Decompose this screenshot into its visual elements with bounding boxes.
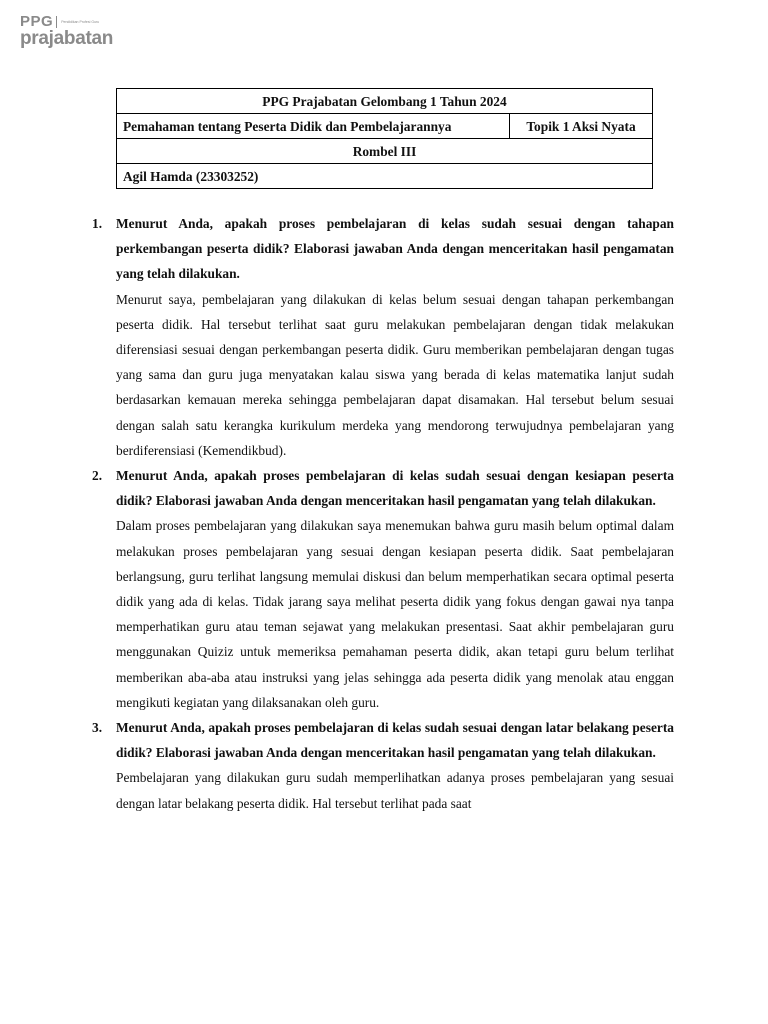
answer-text: Pembelajaran yang dilakukan guru sudah memperlihatkan adanya proses pembelajaran yang sesuai dengan latar belakang peserta didik. Hal tersebut terlihat pada saat bbox=[116, 770, 674, 811]
header-row-student bbox=[117, 164, 653, 189]
logo-tagline: Pendidikan Profesi Guru bbox=[61, 20, 100, 24]
header-row-title bbox=[117, 89, 653, 114]
logo-ppg-text: PPG bbox=[20, 13, 54, 30]
answer-text: Dalam proses pembelajaran yang dilakukan saya menemukan bahwa guru masih belum optimal dalam melakukan proses pembelajaran yang sesuai dengan kesiapan peserta didik. Saat pembelajaran berlangsung, guru terlihat langsung memulai diskusi dan belum memperhatikan secara optimal peserta didik yang ada di kelas. Tidak jarang saya melihat peserta didik yang fokus dengan gawai nya tanpa memperhatikan guru atau teman sejawat yang melakukan presentasi. Saat akhir pembelajaran guru menggunakan Quiziz untuk memeriksa pemahaman peserta didik, akan tetapi guru belum terlihat memberikan aba-aba atau instruksi yang jelas sehingga ada peserta didik yang menolak atau enggan mengikuti kegiatan yang dilaksanakan oleh guru. bbox=[116, 518, 674, 710]
document-header-table bbox=[116, 88, 653, 189]
question-list bbox=[92, 211, 674, 816]
answer-text: Menurut saya, pembelajaran yang dilakukan di kelas belum sesuai dengan tahapan perkembangan peserta didik. Hal tersebut terlihat saat guru melakukan pembelajaran dengan tidak melakukan diferensiasi sesuai dengan perkembangan peserta didik. Guru memberikan pembelajaran dengan tugas yang sama dan guru juga menyatakan kalau siswa yang berada di kelas matematika lanjut sudah berdasarkan kemauan mereka sehingga pembelajaran dapat disamakan. Hal tersebut belum sesuai dengan salah satu kerangka kurikulum merdeka yang mendorong terwujudnya pembelajaran yang berdiferensiasi (Kemendikbud). bbox=[116, 291, 674, 458]
header-class: Rombel III bbox=[117, 139, 653, 164]
ppg-prajabatan-logo bbox=[20, 14, 113, 49]
question-text: Menurut Anda, apakah proses pembelajaran di kelas sudah sesuai dengan latar belakang peserta didik? Elaborasi jawaban Anda dengan menceritakan hasil pengamatan yang telah dilakukan. bbox=[116, 720, 674, 761]
logo-prajabatan-text: prajabatan bbox=[20, 28, 114, 49]
header-row-class bbox=[117, 139, 653, 164]
header-row-course bbox=[117, 114, 653, 139]
header-student: Agil Hamda (23303252) bbox=[117, 164, 653, 189]
header-course: Pemahaman tentang Peserta Didik dan Pembelajarannya bbox=[117, 114, 510, 139]
question-number: 2. bbox=[92, 468, 103, 484]
header-topic: Topik 1 Aksi Nyata bbox=[510, 114, 653, 139]
question-text: Menurut Anda, apakah proses pembelajaran di kelas sudah sesuai dengan tahapan perkembangan peserta didik? Elaborasi jawaban Anda dengan menceritakan hasil pengamatan yang telah dilakukan. bbox=[116, 216, 674, 282]
question-number: 3. bbox=[92, 720, 103, 736]
logo-divider bbox=[56, 16, 57, 28]
question-text: Menurut Anda, apakah proses pembelajaran di kelas sudah sesuai dengan kesiapan peserta didik? Elaborasi jawaban Anda dengan menceritakan hasil pengamatan yang telah dilakukan. bbox=[116, 468, 674, 509]
question-item-1 bbox=[92, 211, 674, 463]
header-title: PPG Prajabatan Gelombang 1 Tahun 2024 bbox=[117, 89, 653, 114]
question-number: 1. bbox=[92, 216, 103, 231]
question-item-3 bbox=[92, 715, 674, 816]
question-item-2 bbox=[92, 463, 674, 715]
